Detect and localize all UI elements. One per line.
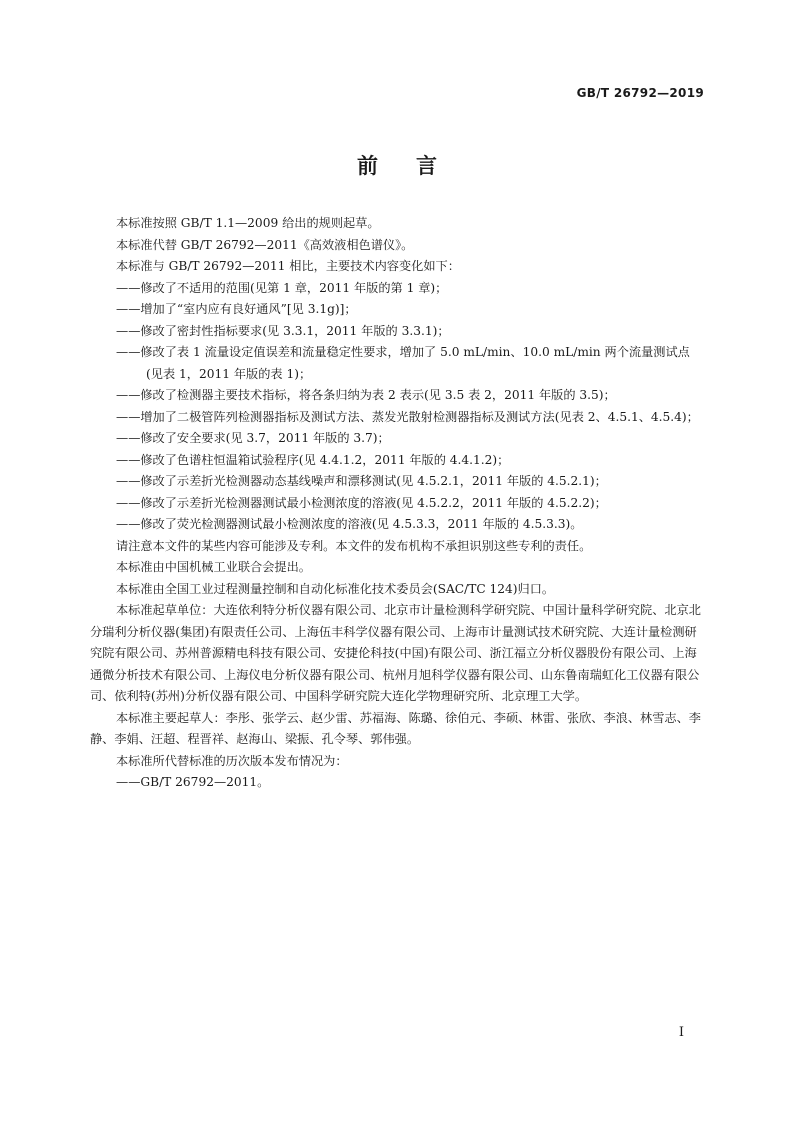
change-item: ——修改了色谱柱恒温箱试验程序(见 4.4.1.2，2011 年版的 4.4.1.2)； [116,452,510,467]
drafters: 本标准主要起草人：李彤、张学云、赵少雷、苏福海、陈璐、徐伯元、李硕、林雷、张欣、李浪、林雪志、李静、李娟、汪超、程晋祥、赵海山、梁振、孔令琴、郭伟强。 [90,710,701,746]
change-item: ——修改了安全要求(见 3.7，2011 年版的 3.7)； [116,431,390,445]
change-item: ——增加了“室内应有良好通风”[见 3.1g)]； [116,302,357,316]
change-item: ——增加了二极管阵列检测器指标及测试方法、蒸发光散射检测器指标及测试方法(见表 2、4.5.1、4.5.4)； [116,409,699,424]
intro-paragraph: 本标准与 GB/T 26792—2011 相比，主要技术内容变化如下： [116,259,460,273]
drafting-units: 本标准起草单位：大连依利特分析仪器有限公司、北京市计量检测科学研究院、中国计量科学研究院、北京北分瑞利分析仪器(集团)有限责任公司、上海伍丰科学仪器有限公司、上海市计量测试技术研究院、大连计量检测研究院有限公司、苏州普源精电科技有限公司、安捷伦科技(中国)有限公司、浙江福立分析仪器股份有限公司、上海通微分析技术有限公司、上海仪电分析仪器有限公司、杭州月旭科学仪器有限公司、山东鲁南瑞虹化工仪器有限公司、依利特(苏州)分析仪器有限公司、中国科学研究院大连化学物理研究所、北京理工大学。 [90,603,701,703]
intro-paragraph: 本标准按照 GB/T 1.1—2009 给出的规则起草。 [116,216,380,230]
page-title: 前言 [357,154,475,178]
change-item: ——修改了检测器主要技术指标，将各条归纳为表 2 表示(见 3.5 表 2，2011 年版的 3.5)； [116,388,616,402]
change-item: ——修改了示差折光检测器动态基线噪声和漂移测试(见 4.5.2.1，2011 年版的 4.5.2.1)； [116,474,607,488]
history-intro: 本标准所代替标准的历次版本发布情况为： [116,753,348,768]
standard-id: GB/T 26792—2019 [576,86,704,100]
change-item: ——修改了荧光检测器测试最小检测浓度的溶液(见 4.5.3.3，2011 年版的 4.5.3.3)。 [116,517,583,531]
change-item: ——修改了表 1 流量设定值误差和流量稳定性要求，增加了 5.0 mL/min、10.0 mL/min 两个流量测试点(见表 1，2011 年版的表 1)； [116,345,690,381]
change-item: ——修改了密封性指标要求(见 3.3.1，2011 年版的 3.3.1)； [116,323,450,338]
intro-paragraph: 本标准代替 GB/T 26792—2011《高效液相色谱仪》。 [116,237,414,252]
history-item: ——GB/T 26792—2011。 [116,775,270,789]
patent-notice: 请注意本文件的某些内容可能涉及专利。本文件的发布机构不承担识别这些专利的责任。 [116,538,592,553]
change-item: ——修改了不适用的范围(见第 1 章，2011 年版的第 1 章)； [116,280,448,295]
proposed-by: 本标准由中国机械工业联合会提出。 [116,560,311,574]
page-number: I [678,1025,684,1040]
change-item: ——修改了示差折光检测器测试最小检测浓度的溶液(见 4.5.2.2，2011 年版的 4.5.2.2)； [116,495,607,510]
centralized-by: 本标准由全国工业过程测量控制和自动化标准化技术委员会(SAC/TC 124)归口。 [116,581,555,596]
foreword-body [90,213,704,794]
